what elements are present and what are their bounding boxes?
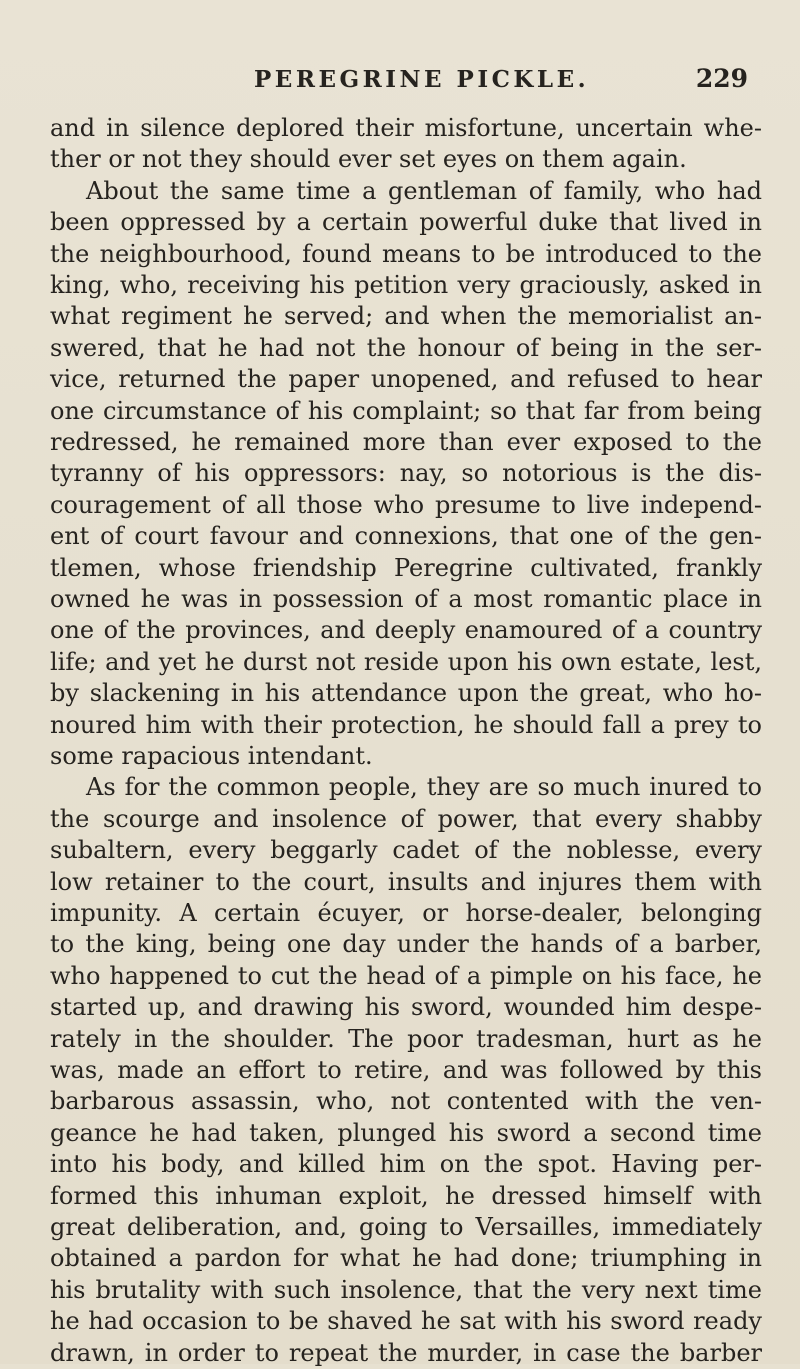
text-line: his brutality with such insolence, that the very next time [50,1275,762,1304]
text-line: As for the common people, they are so much inured to [86,773,762,802]
text-line: ent of court favour and connexions, that one of the gen- [50,522,762,551]
text-line: subaltern, every beggarly cadet of the noblesse, every [50,836,762,865]
text-line: and in silence deplored their misfortune, uncertain whe- [50,114,762,142]
text-line: one of the provinces, and deeply enamoured of a country [50,616,762,645]
text-line: great deliberation, and, going to Versailles, immediately [50,1213,762,1241]
text-line: redressed, he remained more than ever exposed to the [50,428,762,456]
text-line: ther or not they should ever set eyes on them again. [50,145,687,174]
page-header [0,66,800,106]
text-line: About the same time a gentleman of family, who had [86,176,762,205]
text-line: couragement of all those who presume to live independ- [50,490,762,519]
text-line: geance he had taken, plunged his sword a second time [50,1118,762,1147]
text-line: barbarous assassin, who, not contented with the ven- [50,1087,762,1116]
text-line: king, who, receiving his petition very graciously, asked in [50,271,762,299]
text-line: vice, returned the paper unopened, and refused to hear [50,365,762,394]
text-line: he had occasion to be shaved he sat with his sword ready [50,1307,762,1336]
text-line: drawn, in order to repeat the murder, in case the barber [50,1338,762,1367]
text-line: one circumstance of his complaint; so that far from being [50,396,762,425]
text-line: the neighbourhood, found means to be introduced to the [50,239,762,268]
text-line: swered, that he had not the honour of being in the ser- [50,333,762,362]
page-number: 229 [695,64,748,93]
text-line: into his body, and killed him on the spot. Having per- [50,1150,762,1179]
text-line: the scourge and insolence of power, that every shabby [50,804,762,833]
text-line: low retainer to the court, insults and injures them with [50,867,762,896]
text-line: rately in the shoulder. The poor tradesman, hurt as he [50,1024,762,1053]
text-line: who happened to cut the head of a pimple on his face, he [50,961,762,990]
text-line: impunity. A certain écuyer, or horse-dealer, belonging [50,899,762,927]
text-line: started up, and drawing his sword, wounded him despe- [50,993,762,1022]
text-line: life; and yet he durst not reside upon his own estate, lest, [50,647,762,676]
text-line: been oppressed by a certain powerful duke that lived in [50,208,762,237]
text-line: to the king, being one day under the hands of a barber, [50,930,762,959]
text-line: owned he was in possession of a most romantic place in [50,585,762,613]
text-line: by slackening in his attendance upon the great, who ho- [50,679,762,708]
text-line: obtained a pardon for what he had done; triumphing in [50,1244,762,1273]
text-line: what regiment he served; and when the memorialist an- [50,302,762,331]
text-line: tlemen, whose friendship Peregrine cultivated, frankly [50,553,762,582]
text-line: was, made an effort to retire, and was followed by this [50,1056,762,1084]
text-line: noured him with their protection, he should fall a prey to [50,710,762,739]
running-title: PEREGRINE PICKLE. [254,66,590,93]
text-line: formed this inhuman exploit, he dressed himself with [50,1181,762,1210]
text-line: tyranny of his oppressors: nay, so notorious is the dis- [50,459,762,488]
text-line: some rapacious intendant. [50,742,373,770]
